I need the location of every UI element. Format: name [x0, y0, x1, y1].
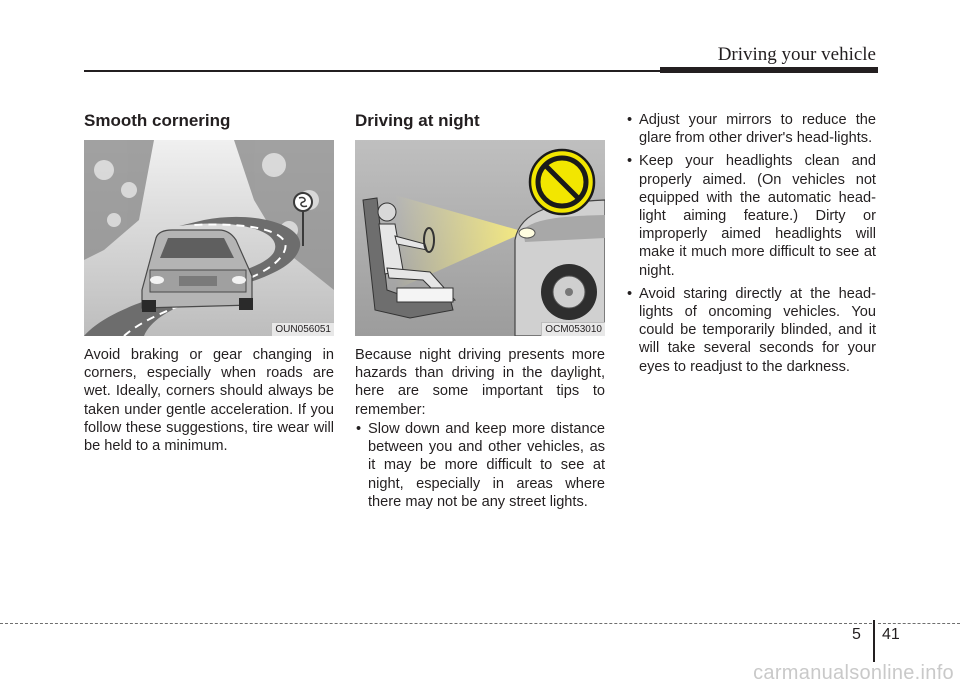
chapter-number: 5	[852, 626, 861, 643]
paragraph-night-hazards: Because night driving presents more hazards than driving in the daylight, here are some important tips to remember:	[355, 347, 605, 418]
bullet-list-night-tips-continued	[626, 111, 876, 381]
figure-car-cornering	[84, 140, 334, 336]
list-item-text: Avoid staring directly at the head-lights of oncoming vehicles. You could be temporarily blinded, and it will take several seconds for your eyes to readjust to the darkness.	[639, 285, 876, 375]
footer-rule-right	[878, 623, 960, 624]
bullet-list-night-tips	[355, 420, 605, 516]
section-title: Driving your vehicle	[717, 44, 876, 65]
figure-night-glare	[355, 140, 605, 336]
bullet-marker: •	[627, 285, 633, 302]
bullet-marker: •	[627, 153, 633, 170]
list-item	[626, 285, 876, 376]
list-item-text: Adjust your mirrors to reduce the glare from other driver's head-lights.	[639, 112, 876, 147]
list-item	[626, 152, 876, 279]
page-number-divider	[873, 620, 875, 662]
paragraph-smooth-cornering: Avoid braking or gear changing in corners, especially when roads are wet. Ideally, corners should always be taken under gentle acceleration. If you follow these suggestions, tire wear will be held to a minimum.	[84, 347, 334, 455]
list-item	[626, 111, 876, 147]
heading-driving-at-night: Driving at night	[355, 111, 480, 130]
watermark[interactable]: carmanualsonline.info	[753, 662, 954, 684]
heading-smooth-cornering: Smooth cornering	[84, 111, 231, 130]
header-rule-accent	[660, 67, 878, 73]
header-rule	[84, 70, 660, 72]
bullet-marker: •	[627, 112, 633, 128]
list-item	[355, 420, 605, 511]
bullet-marker: •	[356, 421, 362, 437]
night-glare-illustration	[355, 140, 605, 336]
figure-code: OCM053010	[541, 322, 605, 336]
list-item-text: Keep your headlights clean and properly aimed. (On vehicles not equipped with the automatic head-light aiming feature.) Dirty or improperly aimed headlights will make it much more difficult to see at night.	[639, 153, 876, 279]
footer-rule	[0, 623, 872, 624]
figure-code: OUN056051	[271, 322, 334, 336]
page-number: 41	[882, 626, 900, 643]
list-item-text: Slow down and keep more distance between you and other vehicles, as it may be more difficult to see at night, especially in areas where there may not be any street lights.	[368, 421, 605, 510]
car-cornering-illustration	[84, 140, 334, 336]
